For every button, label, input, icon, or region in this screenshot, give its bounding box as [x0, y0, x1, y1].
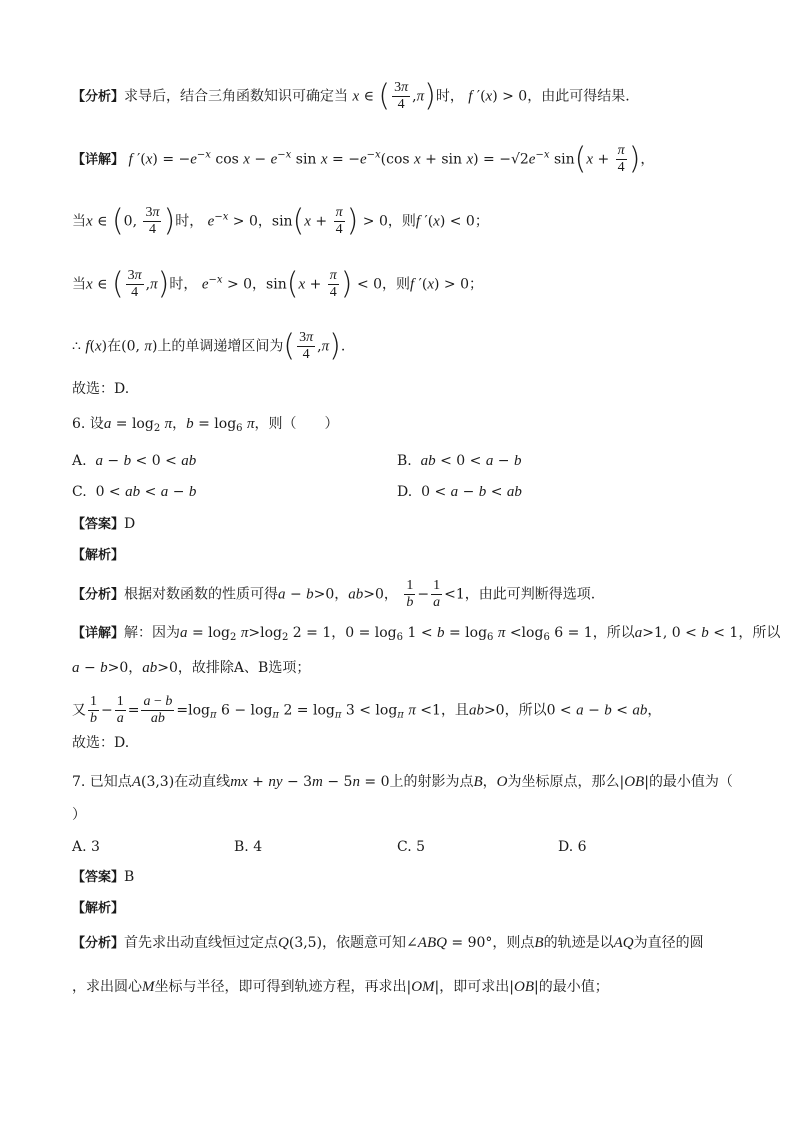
- q7-explain-label: 【解析】: [72, 901, 125, 916]
- analysis-tag: 【分析】: [72, 89, 125, 105]
- q6-analysis: 【分析】根据对数函数的性质可得a − b>0，ab>0， $\frac{1}{b}$ − $\frac{1}{a}$ <1，由此可判断得选项.: [72, 578, 596, 610]
- q6-answer: 【答案】D: [72, 516, 136, 532]
- q5-conclusion: ∴ f(x)在(0, π)上的单调递增区间为( $\frac{3\pi}{4}$ ,π).: [72, 328, 346, 364]
- q7-option-c: C. 5: [397, 839, 426, 855]
- q7-option-b: B. 4: [234, 839, 263, 855]
- q6-choice: 故选：D.: [72, 735, 130, 751]
- answer-tag: 【答案】: [72, 517, 125, 532]
- q6-stem: 6. 设$a = \log_2 \pi$，$b = \log_6 \pi$，则（ ）: [72, 416, 339, 434]
- q6-detail-3: 又 $\frac{1}{b}$ − $\frac{1}{a}$ = $\frac{a - b}{ab}$ $=\log_\pi$ $6 - \log_\pi 2 = \log_\pi 3 < \log_\pi \pi <1$，且ab>0，所以0 < a − b < ab，: [72, 694, 662, 726]
- q7-stem: 7. 已知点A(3,3)在动直线mx + ny − 3m − 5n = 0上的射影为点B，O为坐标原点，那么|OB|的最小值为（: [72, 774, 733, 790]
- q5-case-1: 当x ∈ (0, $\frac{3\pi}{4}$ )时， $e^{-x} > 0$，sin(x + $\frac{\pi}{4}$ ) > 0，则f ′(x) < 0；: [72, 203, 489, 239]
- q6-option-b: B. ab < 0 < a − b: [397, 453, 522, 469]
- q6-explain-label: [72, 544, 728, 567]
- q6-option-d: D. 0 < a − b < ab: [397, 484, 522, 500]
- q6-detail-2: a − b>0，ab>0，故排除A、B选项；: [72, 660, 311, 676]
- q7-option-a: A. 3: [72, 839, 100, 855]
- q5-analysis: 【分析】求导后，结合三角函数知识可确定当 x ∈ ( $\frac{3\pi}{4}$ ,π)时， f ′(x) > 0，由此可得结果.: [72, 78, 630, 114]
- q7-analysis-1: 【分析】首先求出动直线恒过定点Q(3,5)，依题意可知∠ABQ = 90°，则点B的轨迹是以AQ为直径的圆: [72, 935, 704, 951]
- q5-case-2: 当x ∈ ( $\frac{3\pi}{4}$ ,π)时， $e^{-x} > 0$，sin(x + $\frac{\pi}{4}$ ) < 0，则f ′(x) > 0；: [72, 266, 483, 302]
- q5-choice: 故选：D.: [72, 381, 130, 397]
- q7-stem-close: ）: [72, 807, 86, 823]
- explain-tag: 【解析】: [72, 548, 125, 563]
- q6-option-c: C. 0 < ab < a − b: [72, 484, 197, 500]
- q6-option-a: A. a − b < 0 < ab: [72, 453, 197, 469]
- q7-option-d: D. 6: [558, 839, 587, 855]
- q7-analysis-2: ，求出圆心M坐标与半径，即可得到轨迹方程，再求出|OM|，即可求出|OB|的最小值；: [72, 979, 609, 995]
- q7-answer: 【答案】B: [72, 869, 135, 885]
- q6-detail-1: 【详解】解：因为$a = \log_2 \pi>\log_2$ 2 = 1，$0 = \log_6 1 < b = \log_6 \pi <\log_6$ 6 = 1，所以a>1, 0 < b < 1，所以: [72, 625, 781, 643]
- detail-tag: 【详解】: [72, 152, 125, 168]
- q5-detail: 【详解】 f $'(x) = -e^{-x}$ $\cos x - e^{-x}$ $\sin x = -e^{-x}(\cos$ $x + \sin x) = -√2e^{-x}$ sin(x + $\frac{\pi}{4}$ )，: [72, 141, 655, 177]
